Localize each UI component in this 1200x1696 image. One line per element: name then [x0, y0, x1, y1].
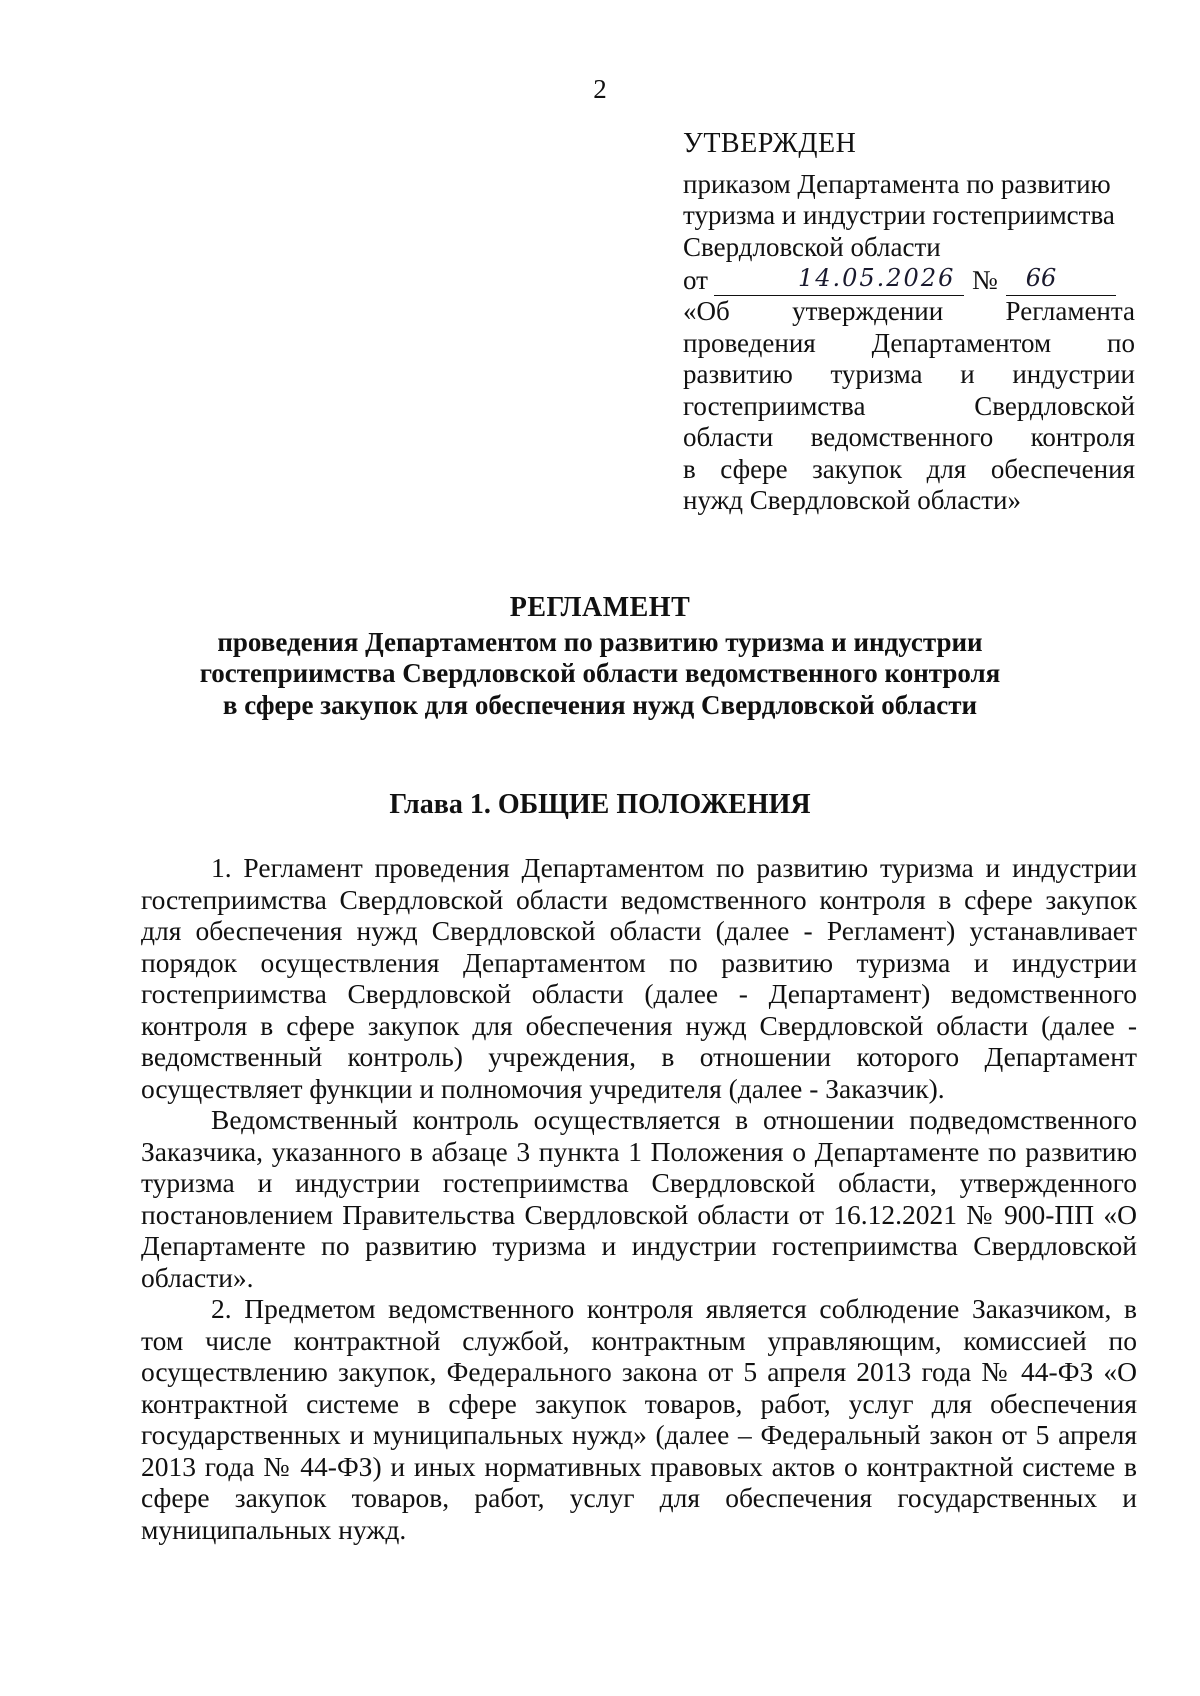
paragraph: Ведомственный контроль осуществляется в отношении подведомственного Заказчика, указанного в абзаце 3 пункта 1 Положения о Департаменте по развитию туризма и индустрии гостеприимства Свердловской области, утвержденного постановлением Правительства Свердловской области от 16.12.2021 № 900-ПП «О Департаменте по развитию туризма и индустрии гостеприимства Свердловской области». — [141, 1104, 1137, 1293]
subject-line: гостеприимства Свердловской — [683, 390, 1135, 421]
handwritten-number: 66 — [1025, 263, 1057, 292]
date-prefix: от — [683, 264, 708, 295]
paragraph: 2. Предметом ведомственного контроля является соблюдение Заказчиком, в том числе контрактной службой, контрактным управляющим, комиссией по осуществлению закупок, Федерального закона от 5 апреля 2013 года № 44-ФЗ «О контрактной системе в сфере закупок товаров, работ, услуг для обеспечения государственных и муниципальных нужд» (далее – Федеральный закон от 5 апреля 2013 года № 44-ФЗ) и иных нормативных правовых актов о контрактной системе в сфере закупок товаров, работ, услуг для обеспечения государственных и муниципальных нужд. — [141, 1293, 1137, 1545]
number-blank — [1006, 263, 1116, 296]
order-line: приказом Департамента по развитию — [683, 168, 1111, 199]
subject-line: проведения Департаментом по — [683, 327, 1135, 358]
body-text — [141, 852, 1137, 1545]
document-title — [0, 592, 1200, 721]
date-blank — [714, 263, 964, 296]
order-line: туризма и индустрии гостеприимства — [683, 200, 1115, 230]
date-number-line — [683, 264, 1135, 296]
document-subtitle-line: в сфере закупок для обеспечения нужд Свердловской области — [222, 689, 978, 720]
paragraph: 1. Регламент проведения Департаментом по развитию туризма и индустрии гостеприимства Свердловской области ведомственного контроля в сфере закупок для обеспечения нужд Свердловской области (далее - Регламент) устанавливает порядок осуществления Департаментом по развитию туризма и индустрии гостеприимства Свердловской области (далее - Департамент) ведомственного контроля в сфере закупок для обеспечения нужд Свердловской области (далее - ведомственный контроль) учреждения, в отношении которого Департамент осуществляет функции и полномочия учредителя (далее - Заказчик). — [141, 852, 1137, 1104]
chapter-heading: Глава 1. ОБЩИЕ ПОЛОЖЕНИЯ — [389, 789, 811, 820]
handwritten-date: 14.05.2026 — [797, 263, 956, 292]
approval-stamp-block — [683, 128, 1135, 517]
approved-heading: УТВЕРЖДЕН — [683, 128, 857, 159]
subject-line: развитию туризма и индустрии — [683, 359, 1135, 389]
subject-line: «Об утверждении Регламента — [683, 296, 1135, 326]
page-number: 2 — [593, 74, 607, 104]
document-main-title: РЕГЛАМЕНТ — [509, 592, 691, 623]
document-subtitle-line: проведения Департаментом по развитию туризма и индустрии — [217, 626, 983, 657]
subject-line: области ведомственного контроля — [683, 422, 1135, 452]
order-line: Свердловской области — [683, 231, 941, 262]
subject-line: в сфере закупок для обеспечения — [683, 453, 1135, 484]
number-prefix: № — [971, 264, 998, 295]
document-subtitle-line: гостеприимства Свердловской области ведомственного контроля — [199, 658, 1001, 688]
subject-line: нужд Свердловской области» — [683, 485, 1021, 515]
